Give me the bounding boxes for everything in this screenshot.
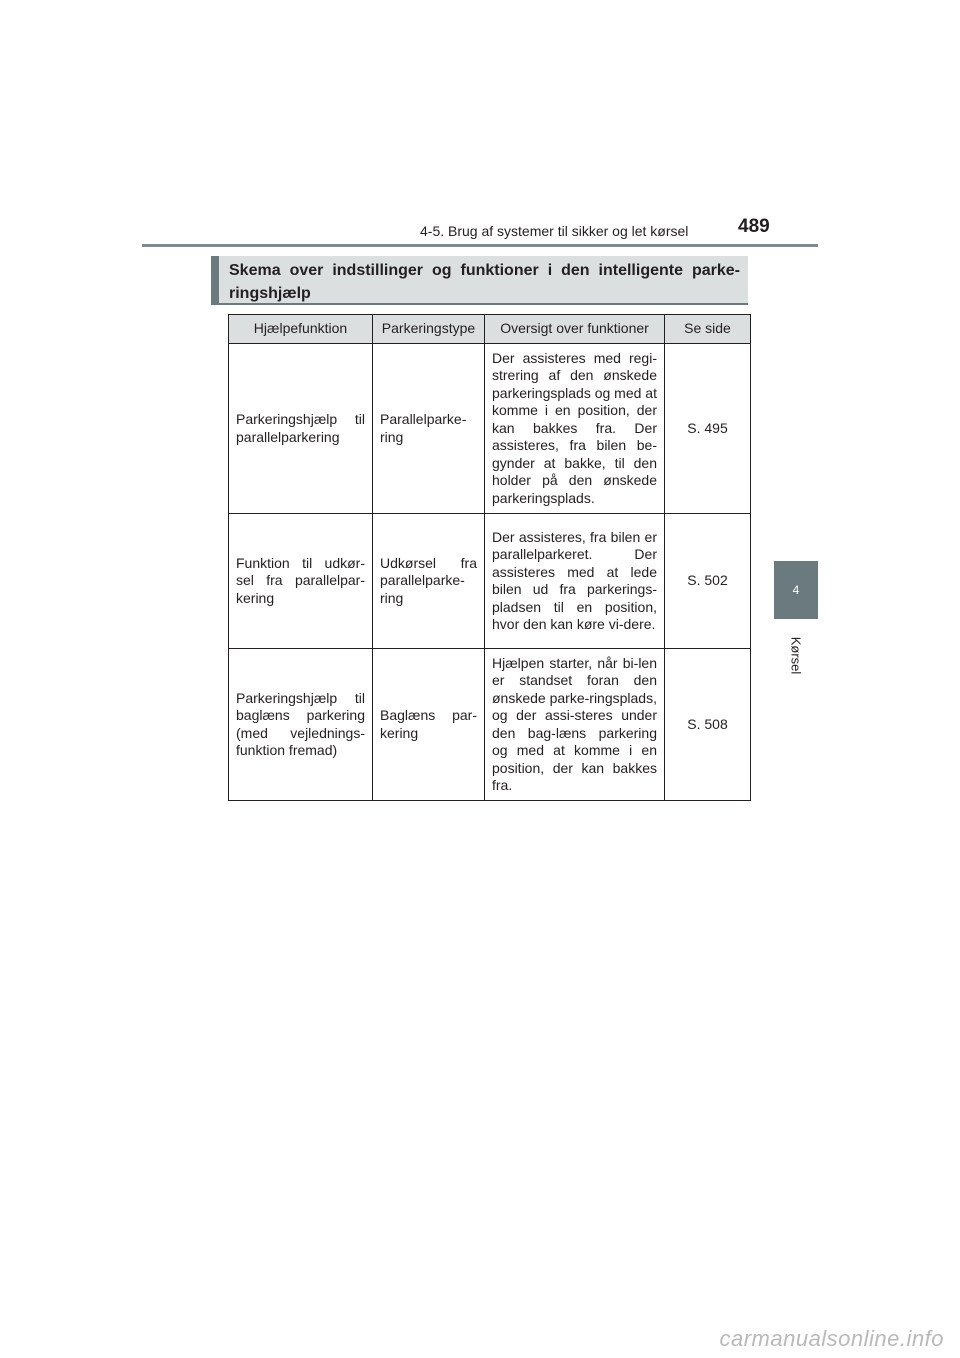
table-cell: Funktion til udkør-sel fra parallelpar-kering: [229, 514, 373, 649]
table-cell: Baglæns par-kering: [373, 649, 485, 801]
table-cell: Parallelparke-ring: [373, 344, 485, 514]
page-number: 489: [738, 216, 770, 237]
table-row: [229, 514, 751, 649]
table-cell: Udkørsel fra parallelparke-ring: [373, 514, 485, 649]
page-reference: S. 495: [665, 344, 751, 514]
header-divider: [142, 244, 818, 247]
table-cell: Der assisteres, fra bilen er parallelparkeret. Der assisteres med at lede bilen ud fra parkerings-pladsen til en position, hvor den kan køre vi-dere.: [485, 514, 665, 649]
table-cell: Hjælpen starter, når bi-len er standset foran den ønskede parke-ringsplads, og der assi-steres under den bag-læns parkering og med at komme i en position, der kan bakkes fra.: [485, 649, 665, 801]
chapter-tab: [774, 561, 818, 619]
column-header: Hjælpefunktion: [229, 315, 373, 344]
section-heading-box: [211, 256, 748, 305]
chapter-label: Kørsel: [788, 636, 804, 675]
table-cell: Parkeringshjælp til parallelparkering: [229, 344, 373, 514]
column-header: Parkeringstype: [373, 315, 485, 344]
table-row: [229, 649, 751, 801]
page-reference: S. 502: [665, 514, 751, 649]
watermark: carmanualsonline.info: [719, 1326, 944, 1351]
table-row: [229, 344, 751, 514]
table-cell: Parkeringshjælp til baglæns parkering (med vejlednings-funktion fremad): [229, 649, 373, 801]
section-heading: Skema over indstillinger og funktioner i den intelligente parke-ringshjælp: [229, 262, 740, 302]
functions-table: [228, 314, 751, 801]
chapter-number: 4: [792, 583, 800, 597]
page-reference: S. 508: [665, 649, 751, 801]
running-header-title: 4-5. Brug af systemer til sikker og let kørsel: [420, 223, 689, 239]
table-header-row: [229, 315, 751, 344]
column-header: Oversigt over funktioner: [485, 315, 665, 344]
table-cell: Der assisteres med regi-strering af den ønskede parkeringsplads og med at komme i en position, der kan bakkes fra. Der assisteres, fra bilen be-gynder at bakke, til den holder på den ønskede parkeringsplads.: [485, 344, 665, 514]
column-header: Se side: [665, 315, 751, 344]
